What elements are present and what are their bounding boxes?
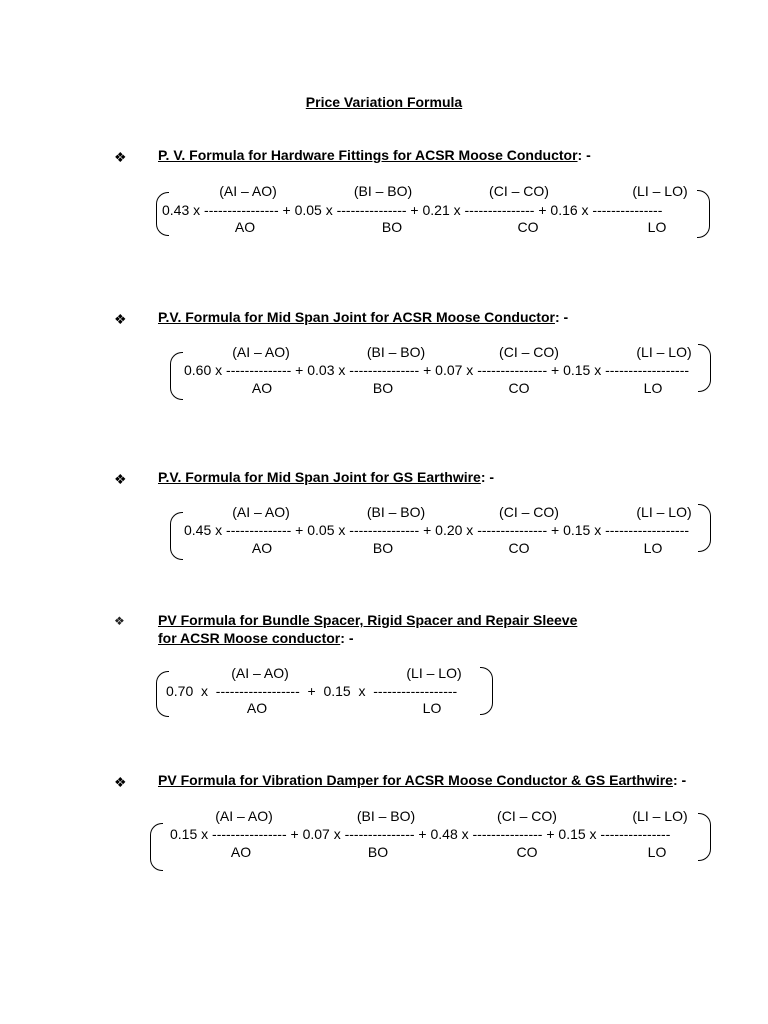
section-heading: PV Formula for Vibration Damper for ACSR Moose Conductor & GS Earthwire: - xyxy=(158,772,687,788)
numerator: (AI – AO) xyxy=(219,183,277,199)
right-bracket xyxy=(480,667,493,715)
denominator: CO xyxy=(508,540,530,556)
bullet-icon: ❖ xyxy=(114,471,127,487)
numerator: (CI – CO) xyxy=(499,504,559,520)
numerator: (AI – AO) xyxy=(231,665,289,681)
formula-line: 0.45 x -------------- + 0.05 x --------------- + 0.20 x --------------- + 0.15 x ------------------ xyxy=(184,522,690,538)
page-title: Price Variation Formula xyxy=(305,94,463,110)
right-bracket xyxy=(697,190,710,238)
numerator: (LI – LO) xyxy=(636,504,692,520)
formula-section-vibration-damper xyxy=(0,771,768,931)
denominator: CO xyxy=(508,380,530,396)
denominator: BO xyxy=(372,380,394,396)
section-heading: PV Formula for Bundle Spacer, Rigid Spacer and Repair Sleeve xyxy=(158,612,578,628)
numerator: (BI – BO) xyxy=(353,183,413,199)
denominator: LO xyxy=(422,700,442,716)
denominator: BO xyxy=(372,540,394,556)
denominator: LO xyxy=(643,380,663,396)
denominator: LO xyxy=(647,844,667,860)
section-heading: P.V. Formula for Mid Span Joint for ACSR Moose Conductor: - xyxy=(158,309,569,325)
formula-section-hardware-fittings xyxy=(0,146,768,306)
numerator: (AI – AO) xyxy=(215,808,273,824)
numerator: (BI – BO) xyxy=(366,504,426,520)
formula-section-mid-span-joint-acsr xyxy=(0,308,768,468)
left-bracket xyxy=(150,823,163,871)
denominator: AO xyxy=(251,540,273,556)
denominator: LO xyxy=(643,540,663,556)
denominator: CO xyxy=(516,844,538,860)
denominator: AO xyxy=(251,380,273,396)
numerator: (LI – LO) xyxy=(632,183,688,199)
right-bracket xyxy=(698,813,711,861)
numerator: (CI – CO) xyxy=(499,344,559,360)
bullet-icon: ❖ xyxy=(114,774,127,790)
numerator: (LI – LO) xyxy=(632,808,688,824)
numerator: (CI – CO) xyxy=(497,808,557,824)
numerator: (BI – BO) xyxy=(366,344,426,360)
left-bracket xyxy=(170,352,183,400)
left-bracket xyxy=(170,512,183,560)
formula-section-mid-span-joint-gs xyxy=(0,468,768,628)
formula-line: 0.60 x -------------- + 0.03 x --------------- + 0.07 x --------------- + 0.15 x ------------------ xyxy=(184,362,690,378)
formula-line: 0.43 x ---------------- + 0.05 x --------------- + 0.21 x --------------- + 0.16 x --------------- xyxy=(162,202,663,218)
denominator: BO xyxy=(367,844,389,860)
denominator: AO xyxy=(230,844,252,860)
bullet-icon: ❖ xyxy=(114,149,127,165)
formula-line: 0.15 x ---------------- + 0.07 x --------------- + 0.48 x --------------- + 0.15 x --------------- xyxy=(170,826,671,842)
numerator: (CI – CO) xyxy=(489,183,549,199)
formula-line: 0.70 x ------------------ + 0.15 x ------------------ xyxy=(166,683,458,699)
numerator: (LI – LO) xyxy=(406,665,462,681)
numerator: (LI – LO) xyxy=(636,344,692,360)
bullet-outline-icon: ❖ xyxy=(114,614,125,628)
denominator: AO xyxy=(246,700,268,716)
denominator: BO xyxy=(381,219,403,235)
right-bracket xyxy=(698,344,711,392)
numerator: (BI – BO) xyxy=(356,808,416,824)
denominator: AO xyxy=(234,219,256,235)
formula-section-bundle-spacer xyxy=(0,611,768,771)
numerator: (AI – AO) xyxy=(232,504,290,520)
right-bracket xyxy=(698,504,711,552)
denominator: LO xyxy=(647,219,667,235)
bullet-icon: ❖ xyxy=(114,311,127,327)
section-heading: P.V. Formula for Mid Span Joint for GS Earthwire: - xyxy=(158,469,495,485)
numerator: (AI – AO) xyxy=(232,344,290,360)
denominator: CO xyxy=(517,219,539,235)
section-heading: P. V. Formula for Hardware Fittings for ACSR Moose Conductor: - xyxy=(158,147,591,163)
section-heading-line2: for ACSR Moose conductor: - xyxy=(158,630,354,646)
